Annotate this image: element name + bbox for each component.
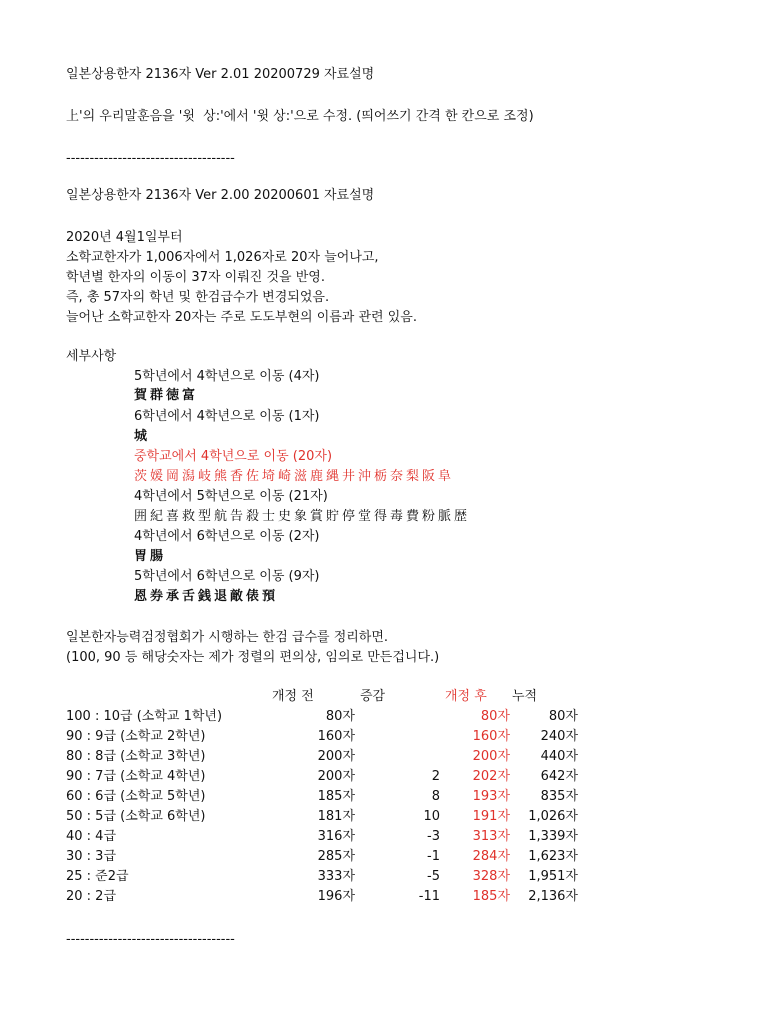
row-change: -11 xyxy=(418,889,440,904)
row-after: 160자 xyxy=(472,729,510,744)
row-before: 160자 xyxy=(317,729,355,744)
row-grade: 20 : 2급 xyxy=(66,889,117,904)
intro-line: 즉, 총 57자의 학년 및 한검급수가 변경되었음. xyxy=(66,290,330,305)
row-grade: 90 : 7급 (소학교 4학년) xyxy=(66,769,206,784)
header-after: 개정 후 xyxy=(445,689,487,704)
row-change: -1 xyxy=(427,849,440,864)
move-chars: 城 xyxy=(134,429,151,444)
separator-bottom: ------------------------------------ xyxy=(66,932,235,947)
row-grade: 50 : 5급 (소학교 6학년) xyxy=(66,809,206,824)
row-cumulative: 1,951자 xyxy=(528,869,578,884)
row-grade: 30 : 3급 xyxy=(66,849,117,864)
row-cumulative: 1,623자 xyxy=(528,849,578,864)
summary-line: 일본한자능력검정협회가 시행하는 한검 급수를 정리하면. xyxy=(66,630,389,645)
row-before: 185자 xyxy=(317,789,355,804)
row-cumulative: 835자 xyxy=(540,789,578,804)
intro-line: 학년별 한자의 이동이 37자 이뤄진 것을 반영. xyxy=(66,270,325,285)
row-change: -5 xyxy=(427,869,440,884)
row-grade: 25 : 준2급 xyxy=(66,869,129,884)
row-cumulative: 240자 xyxy=(540,729,578,744)
row-after: 191자 xyxy=(472,809,510,824)
move-chars: 賀群徳富 xyxy=(134,388,199,403)
row-cumulative: 2,136자 xyxy=(528,889,578,904)
row-before: 196자 xyxy=(317,889,355,904)
row-before: 285자 xyxy=(317,849,355,864)
row-after: 193자 xyxy=(472,789,510,804)
row-grade: 90 : 9급 (소학교 2학년) xyxy=(66,729,206,744)
intro-line: 늘어난 소학교한자 20자는 주로 도도부현의 이름과 관련 있음. xyxy=(66,310,417,325)
move-label: 5학년에서 6학년으로 이동 (9자) xyxy=(134,569,320,584)
v201-note: 上'의 우리말훈음을 '윗 상:'에서 '윗 상:'으로 수정. (띄어쓰기 간격 한 칸으로 조정) xyxy=(66,109,534,124)
row-cumulative: 642자 xyxy=(540,769,578,784)
row-grade: 40 : 4급 xyxy=(66,829,117,844)
header-before: 개정 전 xyxy=(272,689,314,704)
row-after: 284자 xyxy=(472,849,510,864)
header-change: 증감 xyxy=(360,689,386,704)
details-heading: 세부사항 xyxy=(66,349,117,364)
row-after: 185자 xyxy=(472,889,510,904)
v201-title: 일본상용한자 2136자 Ver 2.01 20200729 자료설명 xyxy=(66,67,375,82)
row-before: 80자 xyxy=(325,709,355,724)
move-label: 6학년에서 4학년으로 이동 (1자) xyxy=(134,409,320,424)
row-change: 2 xyxy=(431,769,440,784)
row-cumulative: 440자 xyxy=(540,749,578,764)
move-chars-highlight: 茨媛岡潟岐熊香佐埼崎滋鹿縄井沖栃奈梨阪阜 xyxy=(134,469,455,484)
intro-line: 2020년 4월1일부터 xyxy=(66,230,183,245)
row-after: 313자 xyxy=(472,829,510,844)
move-chars: 恩券承舌銭退敵俵預 xyxy=(134,589,279,604)
row-grade: 60 : 6급 (소학교 5학년) xyxy=(66,789,206,804)
header-cumulative: 누적 xyxy=(512,689,538,704)
row-after: 328자 xyxy=(472,869,510,884)
row-before: 181자 xyxy=(317,809,355,824)
summary-line: (100, 90 등 해당숫자는 제가 정렬의 편의상, 임의로 만든겁니다.) xyxy=(66,650,440,665)
move-label-highlight: 중학교에서 4학년으로 이동 (20자) xyxy=(134,449,333,464)
row-cumulative: 1,339자 xyxy=(528,829,578,844)
row-before: 200자 xyxy=(317,769,355,784)
separator-top: ------------------------------------ xyxy=(66,151,235,166)
row-grade: 80 : 8급 (소학교 3학년) xyxy=(66,749,206,764)
row-after: 202자 xyxy=(472,769,510,784)
move-label: 5학년에서 4학년으로 이동 (4자) xyxy=(134,369,320,384)
row-cumulative: 1,026자 xyxy=(528,809,578,824)
row-change: 10 xyxy=(423,809,440,824)
row-before: 333자 xyxy=(317,869,355,884)
row-change: -3 xyxy=(427,829,440,844)
row-grade: 100 : 10급 (소학교 1학년) xyxy=(66,709,223,724)
v200-title: 일본상용한자 2136자 Ver 2.00 20200601 자료설명 xyxy=(66,188,375,203)
row-after: 200자 xyxy=(472,749,510,764)
move-label: 4학년에서 6학년으로 이동 (2자) xyxy=(134,529,320,544)
move-label: 4학년에서 5학년으로 이동 (21자) xyxy=(134,489,328,504)
move-chars: 囲紀喜救型航告殺士史象賞貯停堂得毒費粉脈歴 xyxy=(134,509,471,524)
row-change: 8 xyxy=(431,789,440,804)
row-before: 316자 xyxy=(317,829,355,844)
row-before: 200자 xyxy=(317,749,355,764)
row-after: 80자 xyxy=(480,709,510,724)
row-cumulative: 80자 xyxy=(548,709,578,724)
move-chars: 胃腸 xyxy=(134,549,167,564)
intro-line: 소학교한자가 1,006자에서 1,026자로 20자 늘어나고, xyxy=(66,250,379,265)
